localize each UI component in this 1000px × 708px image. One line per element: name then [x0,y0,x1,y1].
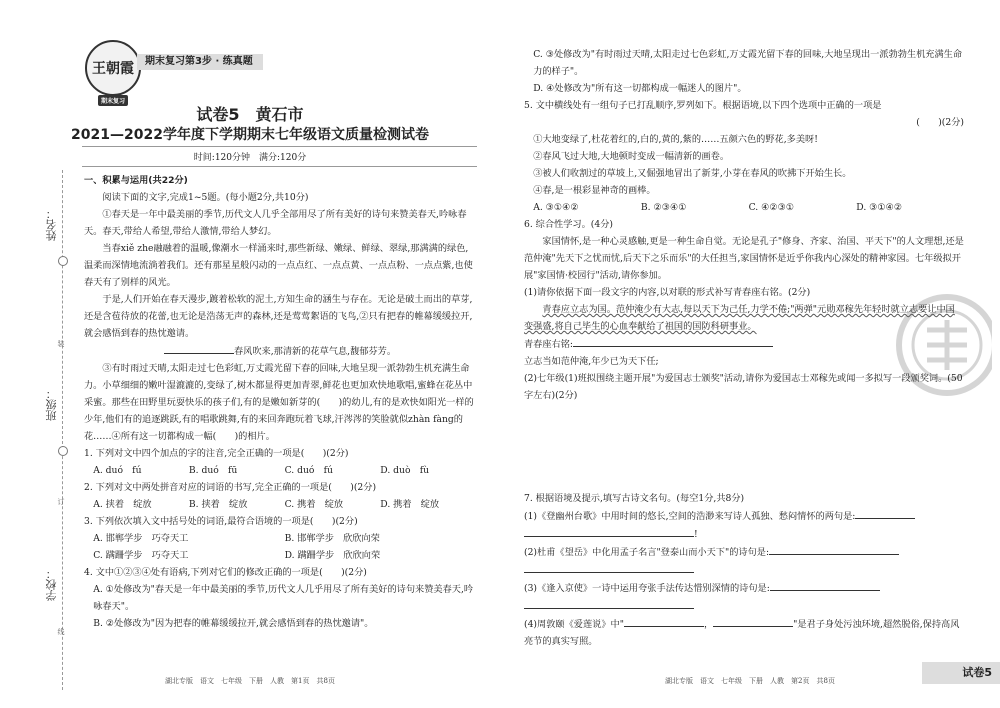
question-7: 7. 根据语境及提示,填写古诗文名句。(每空1分,共8分) [524,493,745,504]
sentence-item: ②春风飞过大地,大地顿时变成一幅清新的画卷。 [533,151,730,162]
sentence-item: ③被人们收割过的草坡上,又倔强地冒出了新芽,小芽在春风的吹拂下开始生长。 [533,168,852,179]
q2-options [84,496,476,513]
paper-subtitle: 2021—2022学年度下学期期末七年级语文质量检测试卷 [71,127,429,143]
brand-logo [85,40,141,105]
option: C. ③处修改为"有时雨过天晴,太阳走过七色彩虹,万丈霞光留下春的回味,大地呈现出一派勃勃生机充满生命力的样子"。 [533,49,963,77]
passage-blank-line [84,342,476,360]
answer-line [524,335,964,353]
answer-line [524,353,964,370]
page-footer: 湖北专版 语文 七年级 下册 人教 第2页 共8页 [665,677,835,685]
right-content [524,46,964,404]
binding-hole [58,256,68,266]
option: B. ②处修改为"因为把春的帷幕缓缓拉开,就会感悟到春的热忱邀请"。 [93,618,374,629]
question-6: 6. 综合性学习。(4分) [524,219,614,230]
prompt: (3)《逢入京使》一诗中运用夸张手法传达惜别深情的诗句是: [524,583,770,594]
option: C. ④②③① [748,202,795,213]
option: C. 蹒跚学步 巧夺天工 [93,550,189,561]
prompt: (4)周敦颐《爱莲说》中" [524,619,624,630]
answer-blank[interactable] [524,525,694,537]
question-5: 5. 文中横线处有一组句子已打乱顺序,罗列如下。根据语境,以下四个选项中正确的一项是 [524,100,882,111]
option: A. 挟着 绽放 [93,499,152,510]
paper-title: 试卷5 黄石市 [196,105,304,124]
question-passage: 家国情怀,是一种心灵感触,更是一种生命自觉。无论是孔子"修身、齐家、治国、平天下"的人文理想,还是范仲淹"先天下之忧而忧,后天下之乐而乐"的大任担当,家国情怀是近乎你我内心深处的精神家园。七年级拟开展"家国情·校园行"活动,请你参加。 [524,236,964,281]
answer-blank[interactable] [524,561,694,573]
option: B. 邯郸学步 欣欣向荣 [284,533,380,544]
class-label: 班级： [45,388,58,421]
question-score: ( )(2分) [916,117,964,128]
subquestion: (4)周敦颐《爱莲说》中" ， "是君子身处污浊环境,超然脱俗,保持高风亮节的真实写照。 [524,615,964,650]
question-2: 2. 下列对文中两处拼音对应的词语的书写,完全正确的一项是( )(2分) [84,482,377,493]
subquestion: (2)七年级(1)班拟围绕主题开展"为爱国志士颁奖"活动,请你为爱国志士邓稼先或闻一多拟写一段颁奖词。(50字左右)(2分) [524,373,963,401]
logo-text: 王朝霞 [92,61,134,77]
instructions: 阅读下面的文字,完成1~5题。(每小题2分,共10分) [102,192,309,203]
passage-paragraph: ③有时雨过天晴,太阳走过七色彩虹,万丈霞光留下春的回味,大地呈现一派勃勃生机充满生命力。小草细细的嫩叶湿漉漉的,变绿了,树木都显得更加青翠,鲜花也更加欢快地歌唱,蜜蜂在花丛中采蜜。那些在田野里玩耍快乐的孩子们,有的是嫩如新芽的( )的幼儿,有的是欢快如阳光一样的少年,他们有的追逐跳跃,有的唱歌跳舞,有的来回奔跑玩着飞球,汗涔涔的笑脸就似zhàn fàng的花……④所有这一切都构成一幅( )的相片。 [84,363,474,442]
answer-blank[interactable] [524,597,694,609]
subquestion [524,507,964,525]
answer-label: 青春座右铭: [524,339,574,350]
prompt: (2)杜甫《望岳》中化用孟子名言"登泰山而小天下"的诗句是: [524,547,770,558]
answer-blank[interactable] [624,615,704,627]
answer-blank[interactable] [713,615,793,627]
option: B. 挟着 绽放 [188,499,248,510]
page-footer: 湖北专版 语文 七年级 下册 人教 第1页 共8页 [165,677,335,685]
divider [82,166,477,167]
right-content-lower [524,490,964,650]
option: D. duò fù [380,465,430,476]
binding-hole [58,446,68,456]
answer-blank[interactable] [573,335,773,347]
q5-options [524,199,964,216]
right-page [500,0,1000,708]
binding-mark: 订 [57,498,65,505]
option: C. duó fú [284,465,333,476]
quoted-passage: 青春应立志为国。范仲淹少有大志,每以天下为己任,力学不倦;"两弹"元勋邓稼先年轻时就立志要让中国变强盛,将自己毕生的心血奉献给了祖国的国防科研事业。 [524,304,955,332]
option: D. ④处修改为"所有这一切都构成一幅迷人的图片"。 [533,83,747,94]
answer-given: 立志当如范仲淹,年少已为天下任; [524,356,659,367]
sentence-item: ①大地变绿了,杜花着红的,白的,黄的,紫的……五颜六色的野花,多美呀! [533,134,818,145]
option: B. duó fū [188,465,238,476]
option: D. 携着 绽放 [380,499,440,510]
blank-line [164,342,234,354]
option: C. 携着 绽放 [284,499,344,510]
passage-paragraph: 当春xiě zhe融融着的温暖,像潮水一样涌来时,那些新绿、嫩绿、鲜绿、翠绿,那满满的绿色,温柔而深情地流淌着我们。还有那星星般闪动的一点点红、一点点黄、一点点粉、一点点紫,也使春天有了别样的风光。 [84,243,473,288]
subquestion [524,579,964,597]
prompt: (1)《登幽州台歌》中用时间的悠长,空间的浩渺来写诗人孤独、愁闷情怀的两句是: [524,511,856,522]
option: D. 蹒跚学步 欣欣向荣 [284,550,381,561]
answer-line: ! [524,525,964,543]
subquestion [524,543,964,561]
option: B. ②③④① [640,202,687,213]
q3-options [84,530,476,547]
passage-paragraph: ①春天是一年中最美丽的季节,历代文人几乎全部用尽了所有美好的诗句来赞美春天,吟咏春天。春天,带给人希望,带给人激情,带给人梦幻。 [84,209,467,237]
q3-options [84,547,476,564]
answer-line [524,597,964,615]
stage-banner: 期末复习第3步 · 练真题 [137,54,263,70]
logo-subtext: 期末复习 [98,95,128,106]
option: A. ③①④② [533,202,579,213]
question-4: 4. 文中①②③④处有语病,下列对它们的修改正确的一项是( )(2分) [84,567,367,578]
question-3: 3. 下列依次填入文中括号处的词语,最符合语境的一项是( )(2分) [84,516,358,527]
passage-paragraph: 于是,人们开始在春天漫步,踱着松软的泥土,方知生命的涵生与存在。无论是破土而出的草芽,还是含苞待放的花蕾,也无论是浩荡无声的森林,还是莺莺絮语的飞鸟,②只有把春的帷幕缓缓拉开,就会感悟到春的热忱邀请。 [84,294,473,339]
subquestion: (1)请你依据下面一段文字的内容,以对联的形式补写青春座右铭。(2分) [524,287,811,298]
left-content [84,172,476,632]
option: A. 邯郸学步 巧夺天工 [93,533,189,544]
answer-blank[interactable] [770,579,880,591]
passage-paragraph: 春风吹来,那清新的花草气息,馥郁芬芳。 [233,346,397,357]
binding-line [62,170,63,690]
option: D. ③①④② [856,202,903,213]
school-label: 学校： [45,568,58,601]
answer-line [524,561,964,579]
prompt: "是君子身处污浊环境,超然脱俗,保持高风亮节的真实写照。 [524,619,960,647]
question-1: 1. 下列对文中四个加点的字的注音,完全正确的一项是( )(2分) [84,448,349,459]
section-heading: 一、积累与运用(共22分) [84,175,188,186]
q1-options [84,462,476,479]
divider [82,146,477,147]
answer-blank[interactable] [769,543,899,555]
paper-tab: 试卷5 [922,662,1000,684]
answer-blank[interactable] [855,507,915,519]
option: A. duó fú [93,465,142,476]
binding-mark: 线 [57,628,65,635]
exam-meta: 时间:120分钟 满分:120分 [193,153,307,163]
name-label: 姓名： [45,208,58,241]
binding-mark: 装 [57,340,65,347]
sentence-item: ④春,是一根彩显神奇的画棒。 [533,185,656,196]
option: A. ①处修改为"春天是一年中最美丽的季节,历代文人几乎用尽了所有美好的诗句来赞美春天,吟咏春天"。 [93,584,474,612]
